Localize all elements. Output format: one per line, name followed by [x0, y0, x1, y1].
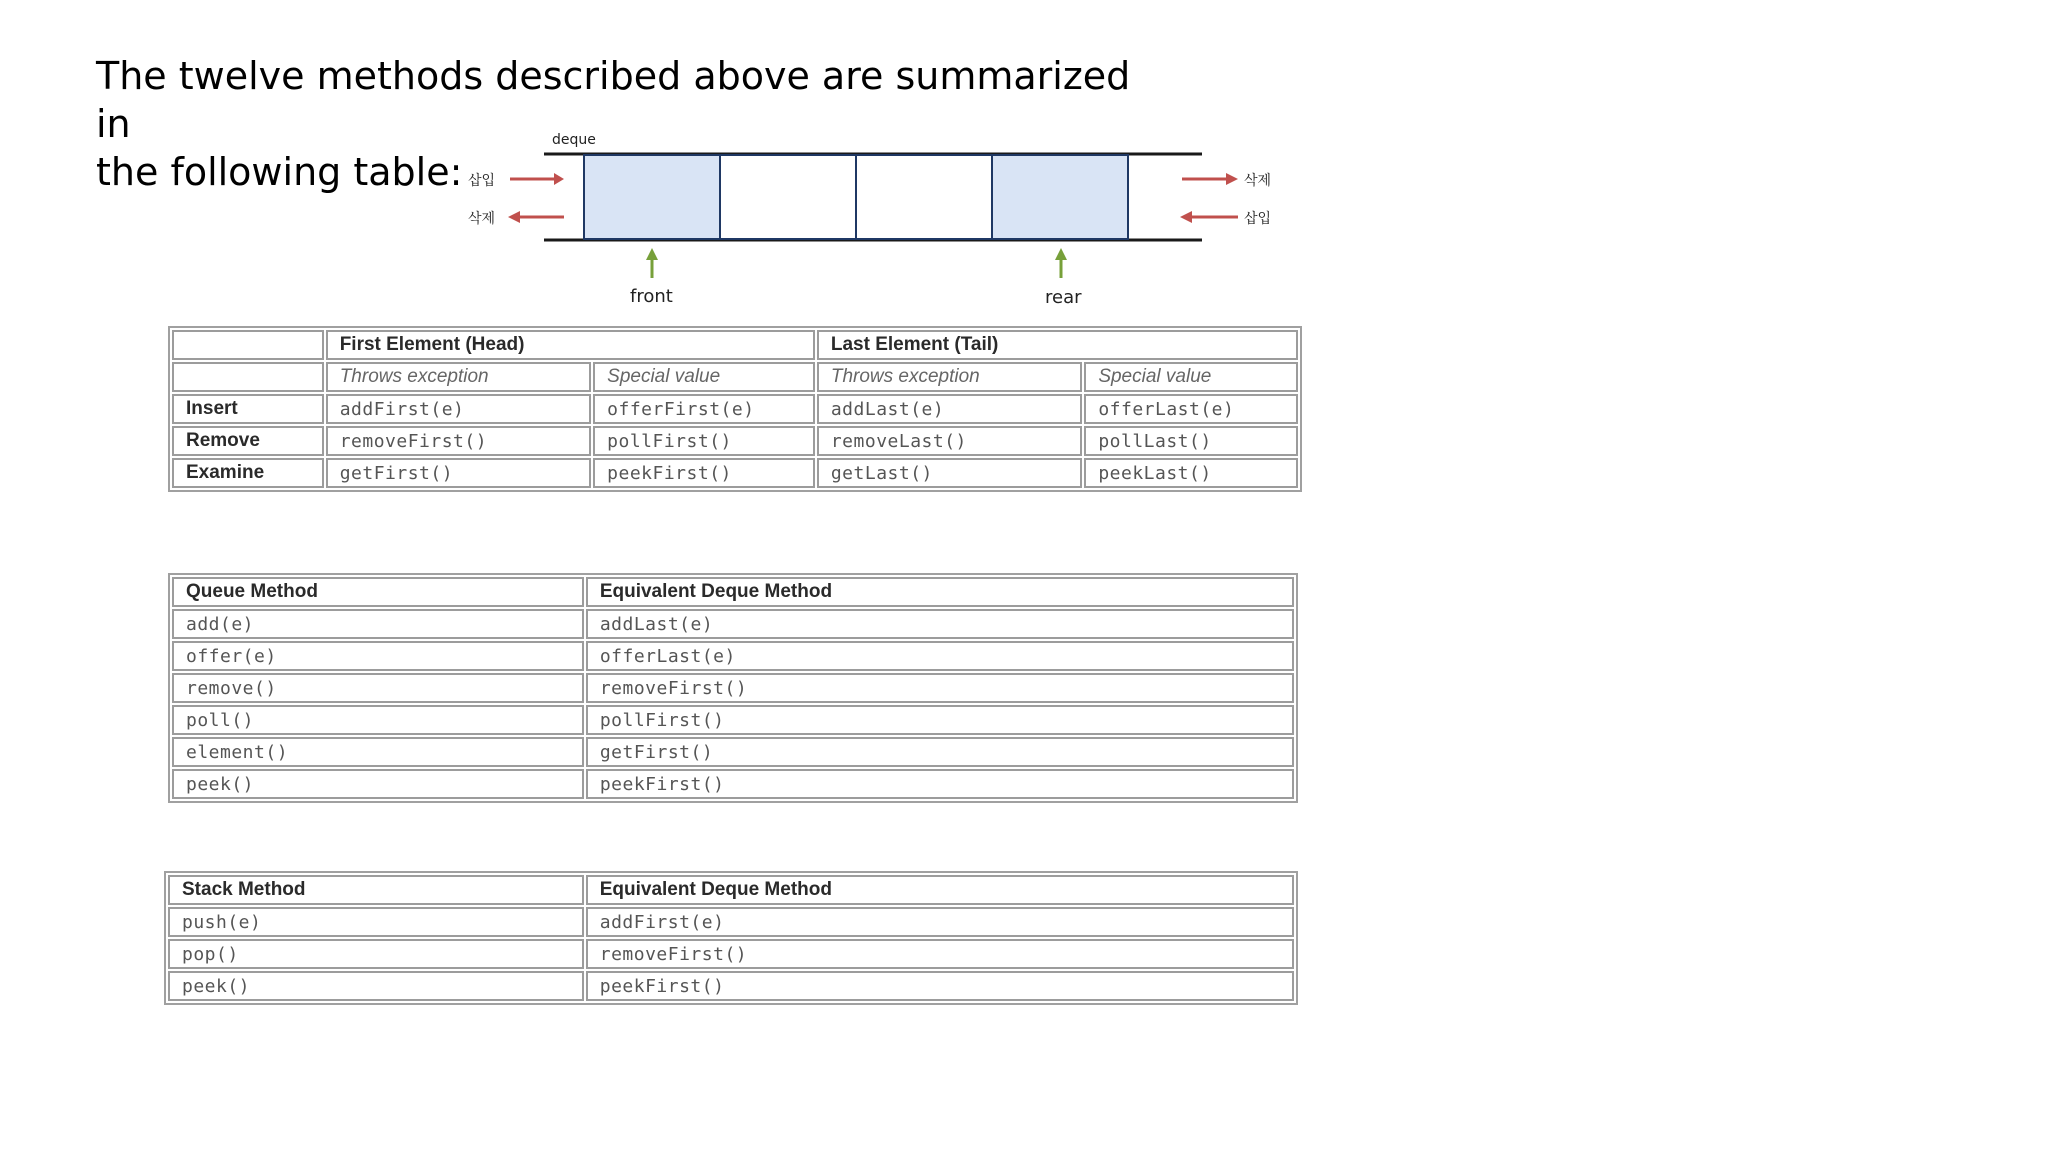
front-label: front: [630, 286, 673, 307]
heading-line-1: The twelve methods described above are summarized in: [96, 54, 1131, 146]
deque-method-cell: peekFirst(): [586, 769, 1294, 799]
deque-label: deque: [552, 132, 596, 148]
table-subheader-row: [172, 362, 1298, 392]
deque-method-cell: pollFirst(): [586, 705, 1294, 735]
right-insert-arrow-icon: [1180, 211, 1238, 223]
table-row: [172, 737, 1294, 767]
deque-method-cell: removeFirst(): [586, 939, 1294, 969]
table-row: [172, 426, 1298, 456]
left-insert-label: 삽입: [468, 173, 496, 189]
method-cell: pollLast(): [1084, 426, 1298, 456]
table-header-row: [172, 330, 1298, 360]
method-cell: removeFirst(): [326, 426, 591, 456]
rear-label: rear: [1045, 287, 1082, 308]
row-label: Insert: [172, 394, 324, 424]
deque-methods-table: [168, 326, 1302, 492]
table-row: [172, 641, 1294, 671]
deque-method-cell: offerLast(e): [586, 641, 1294, 671]
queue-method-cell: peek(): [172, 769, 584, 799]
left-insert-arrow-icon: [510, 173, 564, 185]
table-row: [168, 907, 1294, 937]
left-delete-arrow-icon: [508, 211, 564, 223]
deque-method-cell: peekFirst(): [586, 971, 1294, 1001]
deque-cell-front: [584, 155, 720, 239]
table-row: [172, 705, 1294, 735]
method-cell: removeLast(): [817, 426, 1082, 456]
table-row: [172, 673, 1294, 703]
table-corner-cell: [172, 330, 324, 360]
deque-method-cell: getFirst(): [586, 737, 1294, 767]
queue-method-cell: element(): [172, 737, 584, 767]
table-row: [172, 769, 1294, 799]
method-cell: peekLast(): [1084, 458, 1298, 488]
queue-method-cell: add(e): [172, 609, 584, 639]
table-row: [168, 971, 1294, 1001]
heading-line-2: the following table:: [96, 150, 463, 194]
method-cell: peekFirst(): [593, 458, 815, 488]
right-insert-label: 삽입: [1244, 211, 1272, 227]
deque-cell: [720, 155, 856, 239]
right-delete-label: 삭제: [1244, 173, 1272, 189]
queue-method-cell: offer(e): [172, 641, 584, 671]
deque-method-cell: removeFirst(): [586, 673, 1294, 703]
table-header-row: [172, 577, 1294, 607]
queue-method-cell: remove(): [172, 673, 584, 703]
method-cell: offerLast(e): [1084, 394, 1298, 424]
deque-method-header: Equivalent Deque Method: [586, 577, 1294, 607]
table-row: [172, 458, 1298, 488]
method-cell: getLast(): [817, 458, 1082, 488]
left-delete-label: 삭제: [468, 211, 496, 227]
table-row: [172, 394, 1298, 424]
queue-method-header: Queue Method: [172, 577, 584, 607]
stack-method-cell: peek(): [168, 971, 584, 1001]
method-cell: addLast(e): [817, 394, 1082, 424]
stack-equivalents-table: [164, 871, 1298, 1005]
deque-method-cell: addFirst(e): [586, 907, 1294, 937]
deque-diagram-graphic: [460, 128, 1300, 328]
stack-method-cell: push(e): [168, 907, 584, 937]
row-label: Remove: [172, 426, 324, 456]
deque-diagram: [460, 128, 1300, 328]
method-cell: addFirst(e): [326, 394, 591, 424]
deque-method-cell: addLast(e): [586, 609, 1294, 639]
method-cell: offerFirst(e): [593, 394, 815, 424]
queue-equivalents-table: [168, 573, 1298, 803]
table-header-row: [168, 875, 1294, 905]
front-pointer-arrow-icon: [646, 248, 658, 278]
right-delete-arrow-icon: [1182, 173, 1238, 185]
rear-pointer-arrow-icon: [1055, 248, 1067, 278]
row-label: Examine: [172, 458, 324, 488]
stack-method-cell: pop(): [168, 939, 584, 969]
method-cell: pollFirst(): [593, 426, 815, 456]
queue-method-cell: poll(): [172, 705, 584, 735]
table-corner-cell: [172, 362, 324, 392]
head-column-header: First Element (Head): [326, 330, 815, 360]
table-row: [168, 939, 1294, 969]
subheader-cell: Special value: [593, 362, 815, 392]
subheader-cell: Special value: [1084, 362, 1298, 392]
table-row: [172, 609, 1294, 639]
stack-method-header: Stack Method: [168, 875, 584, 905]
subheader-cell: Throws exception: [817, 362, 1082, 392]
method-cell: getFirst(): [326, 458, 591, 488]
deque-cell: [856, 155, 992, 239]
deque-method-header: Equivalent Deque Method: [586, 875, 1294, 905]
tail-column-header: Last Element (Tail): [817, 330, 1298, 360]
deque-cell-rear: [992, 155, 1128, 239]
subheader-cell: Throws exception: [326, 362, 591, 392]
